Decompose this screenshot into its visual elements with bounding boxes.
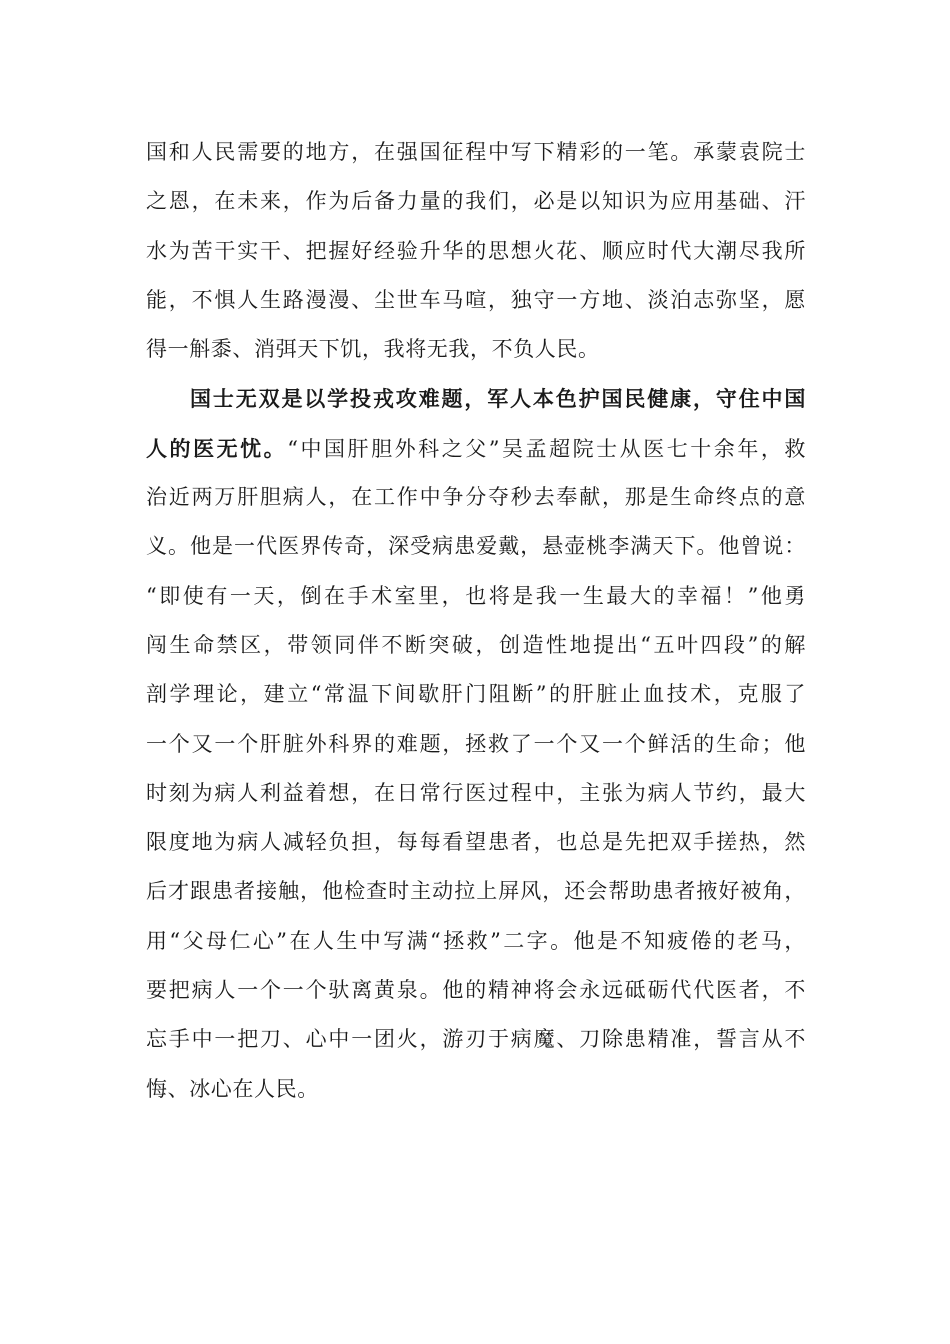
text-line: 后才跟患者接触，他检查时主动拉上屏风，还会帮助患者掖好被角， — [146, 879, 806, 904]
text-line: 一个又一个肝脏外科界的难题，拯救了一个又一个鲜活的生命；他 — [146, 731, 806, 756]
text-line: 用“父母仁心”在人生中写满“拯救”二字。他是不知疲倦的老马， — [146, 928, 806, 953]
text-line: 悔、冰心在人民。 — [146, 1076, 319, 1101]
paragraph — [146, 128, 806, 374]
text-line: 忘手中一把刀、心中一团火，游刃于病魔、刀除患精准，誓言从不 — [146, 1027, 806, 1052]
text-line — [146, 424, 806, 473]
text-line: 得一斛黍、消弭天下饥，我将无我，不负人民。 — [146, 337, 600, 362]
text-line: 剖学理论，建立“常温下间歇肝门阻断”的肝脏止血技术，克服了 — [146, 682, 806, 707]
text-line: 国和人民需要的地方，在强国征程中写下精彩的一笔。承蒙袁院士 — [146, 140, 806, 164]
text-line: 治近两万肝胆病人，在工作中争分夺秒去奉献，那是生命终点的意 — [146, 485, 806, 510]
text-line: 义。他是一代医界传奇，深受病患爱戴，悬壶桃李满天下。他曾说： — [146, 534, 806, 559]
document-body — [146, 128, 806, 1114]
text-line: 限度地为病人减轻负担，每每看望患者，也总是先把双手搓热，然 — [146, 830, 806, 855]
text-line: “即使有一天，倒在手术室里，也将是我一生最大的幸福！”他勇 — [146, 583, 806, 608]
paragraph — [146, 374, 806, 1113]
paragraph-heading-end: 人的医无忧。 — [146, 435, 288, 461]
text-line: 时刻为病人利益着想，在日常行医过程中，主张为病人节约，最大 — [146, 780, 806, 805]
text-line: 之恩，在未来，作为后备力量的我们，必是以知识为应用基础、汗 — [146, 189, 806, 214]
text-line: 闯生命禁区，带领同伴不断突破，创造性地提出“五叶四段”的解 — [146, 632, 806, 657]
text-line: 水为苦干实干、把握好经验升华的思想火花、顺应时代大潮尽我所 — [146, 238, 806, 263]
text-span: “中国肝胆外科之父”吴孟超院士从医七十余年，救 — [287, 436, 806, 461]
text-line: 能，不惧人生路漫漫、尘世车马喧，独守一方地、淡泊志弥坚，愿 — [146, 287, 806, 312]
paragraph-heading-line: 国士无双是以学投戎攻难题，军人本色护国民健康，守住中国 — [190, 386, 806, 412]
text-line: 要把病人一个一个驮离黄泉。他的精神将会永远砥砺代代医者，不 — [146, 978, 806, 1003]
